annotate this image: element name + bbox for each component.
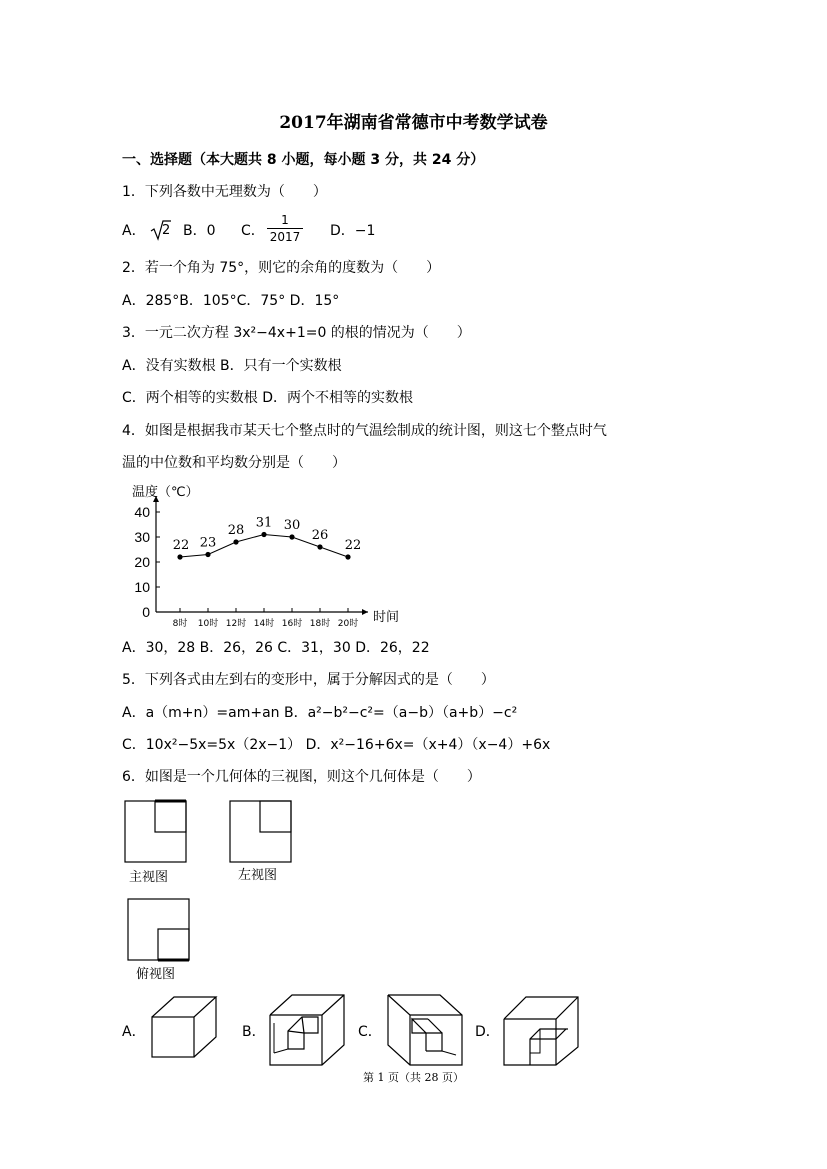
fraction-numerator: 1 — [281, 213, 289, 227]
question-3-stem: 3．一元二次方程 3x²−4x+1=0 的根的情况为（ ） — [122, 325, 471, 341]
data-label: 23 — [199, 535, 217, 551]
x-tick-label: 12时 — [225, 619, 247, 629]
data-point — [317, 544, 322, 549]
solid-c-drawing — [384, 993, 464, 1067]
q1-option-d: D．−1 — [330, 223, 376, 239]
temperature-chart — [122, 478, 422, 628]
page-footer: 第 1 页（共 28 页） — [363, 1071, 464, 1084]
solid-b-drawing — [266, 993, 346, 1067]
data-label: 28 — [227, 523, 245, 538]
x-tick-label: 10时 — [197, 619, 219, 629]
question-4-stem-line1: 4．如图是根据我市某天七个整点时的气温绘制成的统计图，则这七个整点时气 — [122, 423, 607, 439]
y-tick-label: 10 — [134, 579, 150, 595]
question-2-options: A．285°B．105°C．75° D．15° — [122, 293, 340, 309]
question-2-stem: 2．若一个角为 75°，则它的余角的度数为（ ） — [122, 260, 441, 276]
q1-option-c-fraction — [267, 213, 303, 244]
question-1-stem: 1．下列各数中无理数为（ ） — [122, 184, 327, 200]
chart-y-axis-label: 温度（℃） — [132, 485, 199, 500]
q1-option-a-radicand: 2 — [162, 223, 171, 238]
page-title: 2017年湖南省常德市中考数学试卷 — [279, 113, 548, 133]
q6-option-c-label: C． — [358, 1024, 382, 1040]
x-tick-label: 16时 — [281, 619, 303, 629]
data-point — [177, 554, 182, 559]
front-view-label: 主视图 — [129, 870, 169, 885]
y-tick-label: 30 — [134, 529, 150, 545]
section-heading: 一、选择题（本大题共 8 小题，每小题 3 分，共 24 分） — [122, 152, 485, 168]
left-view-drawing — [229, 800, 293, 864]
data-label: 31 — [255, 515, 273, 531]
y-tick-label: 40 — [134, 504, 150, 520]
solid-a-drawing — [150, 995, 222, 1061]
x-axis-arrow — [362, 609, 368, 615]
q6-option-d-label: D． — [475, 1024, 500, 1040]
x-tick-label: 14时 — [253, 619, 275, 629]
top-view-label: 俯视图 — [136, 967, 176, 982]
data-point — [289, 534, 294, 539]
top-view-drawing — [127, 898, 191, 962]
data-point — [205, 552, 210, 557]
q1-option-b: B．0 — [183, 223, 216, 239]
fraction-denominator: 2017 — [269, 230, 301, 244]
data-label: 30 — [283, 518, 301, 533]
question-4-options: A．30，28 B．26，26 C．31，30 D．26，22 — [122, 640, 430, 656]
data-point — [233, 539, 238, 544]
question-5-options-line2: C．10x²−5x=5x（2x−1） D．x²−16+6x=（x+4）（x−4）+6x — [122, 737, 551, 753]
question-4-stem-line2: 温的中位数和平均数分别是（ ） — [122, 455, 346, 471]
front-view-drawing — [124, 800, 188, 864]
question-5-stem: 5．下列各式由左到右的变形中，属于分解因式的是（ ） — [122, 672, 495, 688]
data-point — [345, 554, 350, 559]
q6-option-b-label: B． — [242, 1024, 266, 1040]
fraction-bar — [267, 228, 303, 229]
q1-option-a-label: A． — [122, 223, 146, 239]
y-tick-label: 20 — [134, 554, 150, 570]
data-label: 26 — [311, 528, 329, 543]
question-3-options-line2: C．两个相等的实数根 D．两个不相等的实数根 — [122, 390, 414, 406]
data-point — [261, 532, 266, 537]
question-6-stem: 6．如图是一个几何体的三视图，则这个几何体是（ ） — [122, 769, 481, 785]
x-tick-label: 18时 — [309, 619, 331, 629]
solid-d-drawing — [500, 993, 580, 1067]
question-3-options-line1: A．没有实数根 B．只有一个实数根 — [122, 358, 342, 374]
y-tick-label: 0 — [142, 604, 150, 620]
x-tick-label: 8时 — [172, 619, 188, 629]
q1-option-c-label: C． — [241, 223, 265, 239]
x-tick-label: 20时 — [337, 619, 359, 629]
question-5-options-line1: A．a（m+n）=am+an B．a²−b²−c²=（a−b）（a+b）−c² — [122, 705, 518, 721]
data-label: 22 — [344, 538, 362, 553]
left-view-label: 左视图 — [238, 868, 278, 883]
data-label: 22 — [172, 538, 190, 553]
q6-option-a-label: A． — [122, 1024, 146, 1040]
chart-x-axis-label: 时间 — [373, 610, 400, 625]
